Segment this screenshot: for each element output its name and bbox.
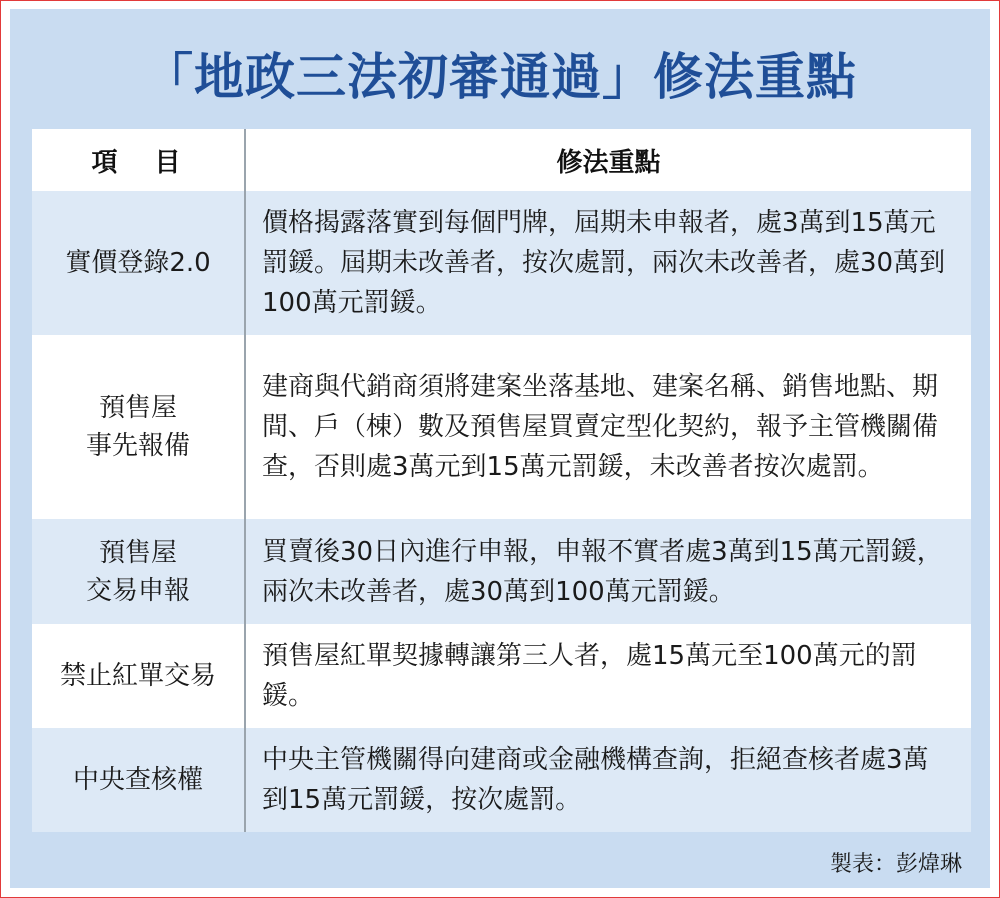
infographic-panel	[10, 9, 990, 888]
row-key-point: 價格揭露落實到每個門牌，屆期未申報者，處3萬到15萬元罰鍰。屆期未改善者，按次處罰，兩次未改善者，處30萬到100萬元罰鍰。	[245, 191, 971, 335]
row-key-point: 買賣後30日內進行申報，申報不實者處3萬到15萬元罰鍰，兩次未改善者，處30萬到100萬元罰鍰。	[245, 519, 971, 624]
header-item: 項 目	[32, 129, 245, 191]
table-row	[32, 191, 971, 335]
row-item	[32, 191, 245, 335]
row-item-line: 交易申報	[85, 575, 190, 606]
table-row	[32, 335, 971, 519]
row-item-line: 實價登錄2.0	[65, 248, 211, 278]
row-item-line: 禁止紅單交易	[59, 661, 216, 691]
row-item-line: 預售屋	[98, 537, 177, 568]
table-row	[32, 728, 971, 832]
table-row	[32, 624, 971, 728]
table-credit: 製表：彭煒琳	[829, 852, 962, 877]
amendment-table	[32, 129, 971, 832]
page-title: 「地政三法初審通過」修法重點	[143, 48, 857, 106]
table-row	[32, 519, 971, 624]
row-item-line: 中央查核權	[72, 765, 203, 795]
row-item	[32, 624, 245, 728]
row-item-line: 事先報備	[85, 431, 190, 461]
row-item	[32, 728, 245, 832]
row-item	[32, 335, 245, 519]
header-key-points: 修法重點	[245, 129, 971, 191]
row-key-point: 建商與代銷商須將建案坐落基地、建案名稱、銷售地點、期間、戶（棟）數及預售屋買賣定型化契約，報予主管機關備查，否則處3萬元到15萬元罰鍰，未改善者按次處罰。	[245, 335, 971, 519]
row-item	[32, 519, 245, 624]
row-key-point: 中央主管機關得向建商或金融機構查詢，拒絕查核者處3萬到15萬元罰鍰，按次處罰。	[245, 728, 971, 832]
row-key-point: 預售屋紅單契據轉讓第三人者，處15萬元至100萬元的罰鍰。	[245, 624, 971, 728]
table-header-row	[32, 129, 971, 191]
row-item-line: 預售屋	[98, 393, 177, 423]
